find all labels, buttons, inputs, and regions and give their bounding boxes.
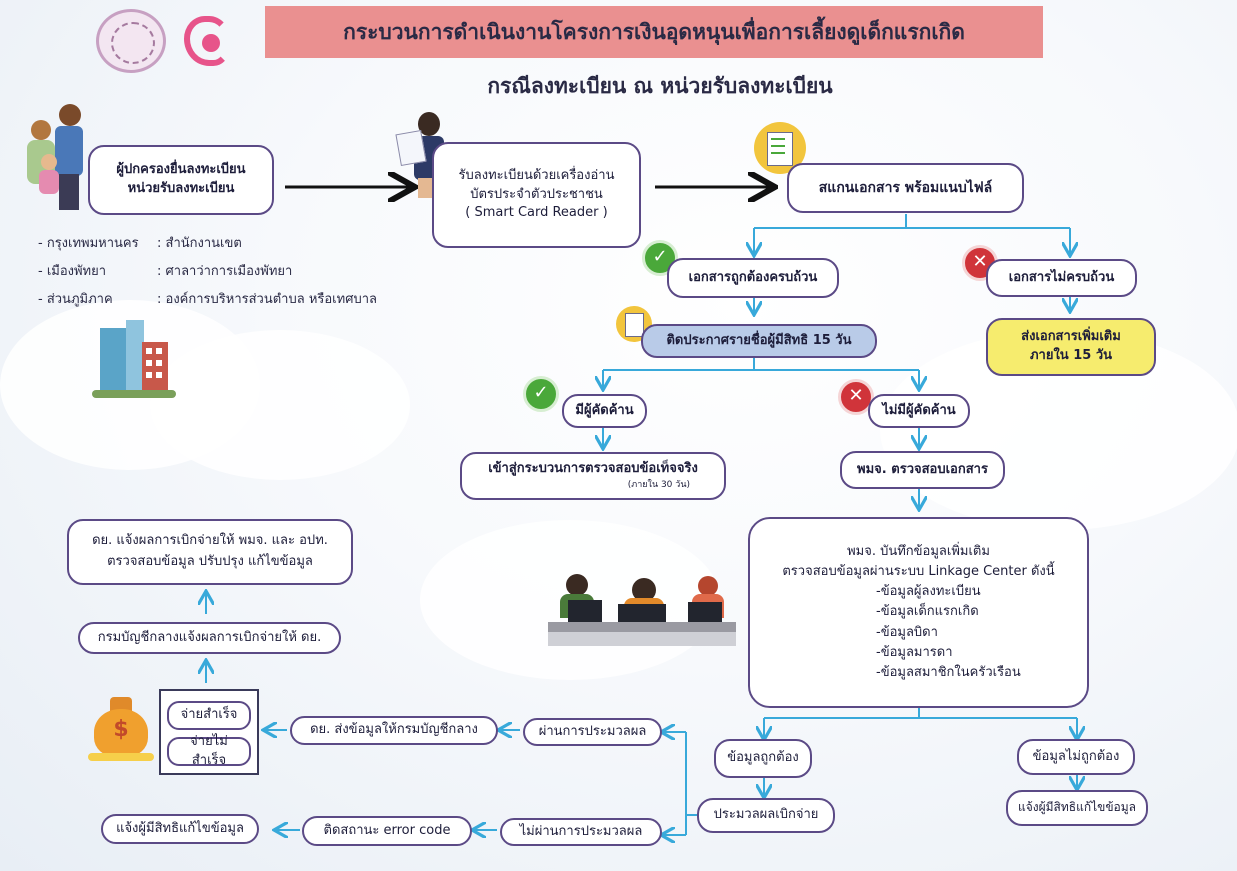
smart-card-reader-line2: บัตรประจำตัวประชาชน bbox=[470, 186, 603, 202]
check-icon: ✓ bbox=[642, 240, 678, 276]
dy-notify-line1: ดย. แจ้งผลการเบิกจ่ายให้ พมจ. และ อปท. bbox=[92, 533, 328, 549]
location-office: : สำนักงานเขต bbox=[157, 236, 242, 251]
documents-incomplete-box bbox=[986, 259, 1137, 297]
office-workers-illustration bbox=[548, 566, 736, 648]
cgd-notify-label: กรมบัญชีกลางแจ้งผลการเบิกจ่ายให้ ดย. bbox=[97, 629, 322, 645]
no-objection-box bbox=[868, 394, 970, 428]
msdhs-check-documents-label: พมจ. ตรวจสอบเอกสาร bbox=[857, 461, 988, 477]
data-correct-box bbox=[714, 739, 812, 778]
record-item-list bbox=[876, 582, 1021, 683]
processing-failed-box bbox=[500, 818, 662, 846]
smart-card-reader-box bbox=[432, 142, 641, 248]
announce-eligible-box bbox=[641, 324, 877, 358]
page-subtitle: กรณีลงทะเบียน ณ หน่วยรับลงทะเบียน bbox=[487, 74, 833, 98]
fact-check-box bbox=[460, 452, 726, 500]
payment-failed-label: จ่ายไม่สำเร็จ bbox=[190, 733, 228, 768]
location-office: : ศาลาว่าการเมืองพัทยา bbox=[157, 264, 293, 279]
payment-failed-box bbox=[167, 733, 251, 768]
location-note bbox=[38, 232, 139, 253]
send-to-cgd-box bbox=[290, 716, 498, 745]
msdhs-check-documents-box bbox=[840, 451, 1005, 489]
fact-check-label: เข้าสู่กระบวนการตรวจสอบข้อเท็จจริง bbox=[488, 461, 698, 477]
send-more-documents-line2: ภายใน 15 วัน bbox=[1029, 348, 1113, 363]
send-more-documents-box bbox=[986, 318, 1156, 376]
location-region: - ส่วนภูมิภาค bbox=[38, 292, 113, 307]
record-title-line1: พมจ. บันทึกข้อมูลเพิ่มเติม bbox=[847, 544, 990, 559]
location-office: : องค์การบริหารส่วนตำบล หรือเทศบาล bbox=[157, 292, 377, 307]
record-item: -ข้อมูลบิดา bbox=[876, 624, 938, 640]
documents-incomplete-label: เอกสารไม่ครบถ้วน bbox=[1008, 269, 1115, 285]
location-note bbox=[157, 260, 292, 281]
cross-icon: ✕ bbox=[962, 245, 998, 281]
linkage-center-record-box bbox=[748, 517, 1089, 708]
send-to-cgd-label: ดย. ส่งข้อมูลให้กรมบัญชีกลาง bbox=[310, 722, 478, 738]
data-incorrect-label: ข้อมูลไม่ถูกต้อง bbox=[1032, 748, 1120, 764]
no-objection-label: ไม่มีผู้คัดค้าน bbox=[882, 402, 956, 418]
fact-check-note: (ภายใน 30 วัน) bbox=[627, 479, 690, 490]
smart-card-reader-line1: รับลงทะเบียนด้วยเครื่องอ่าน bbox=[458, 167, 615, 183]
record-item: -ข้อมูลสมาชิกในครัวเรือน bbox=[876, 664, 1021, 680]
building-illustration bbox=[92, 318, 176, 398]
payment-success-label: จ่ายสำเร็จ bbox=[180, 707, 238, 723]
record-item: -ข้อมูลผู้ลงทะเบียน bbox=[876, 584, 981, 600]
location-region: - เมืองพัทยา bbox=[38, 264, 107, 279]
error-code-label: ติดสถานะ error code bbox=[323, 822, 451, 838]
data-incorrect-box bbox=[1017, 739, 1135, 775]
cross-icon: ✕ bbox=[838, 379, 874, 415]
dy-notify-box bbox=[67, 519, 353, 585]
record-item: -ข้อมูลเด็กแรกเกิด bbox=[876, 604, 979, 620]
scan-documents-label: สแกนเอกสาร พร้อมแนบไฟล์ bbox=[818, 179, 993, 196]
dy-notify-line2: ตรวจสอบข้อมูล ปรับปรุง แก้ไขข้อมูล bbox=[107, 554, 313, 569]
check-icon: ✓ bbox=[523, 376, 559, 412]
documents-complete-label: เอกสารถูกต้องครบถ้วน bbox=[688, 269, 818, 285]
processing-failed-label: ไม่ผ่านการประมวลผล bbox=[519, 823, 643, 839]
processing-passed-box bbox=[523, 718, 662, 746]
has-objection-box bbox=[562, 394, 647, 428]
notify-fix-left-box bbox=[101, 814, 259, 844]
location-note bbox=[38, 288, 113, 309]
location-region: - กรุงเทพมหานคร bbox=[38, 236, 139, 251]
guardian-register-line2: หน่วยรับลงทะเบียน bbox=[127, 181, 235, 196]
location-note bbox=[38, 260, 106, 281]
has-objection-label: มีผู้คัดค้าน bbox=[575, 402, 634, 418]
record-item: -ข้อมูลมารดา bbox=[876, 644, 953, 660]
money-bag-icon: $ bbox=[88, 697, 154, 763]
payment-result-group bbox=[159, 689, 259, 775]
notify-fix-right-label: แจ้งผู้มีสิทธิแก้ไขข้อมูล bbox=[1017, 800, 1137, 815]
family-illustration bbox=[25, 104, 97, 212]
cgd-notify-box bbox=[78, 622, 341, 654]
guardian-register-box bbox=[88, 145, 274, 215]
location-note bbox=[157, 232, 242, 253]
payment-success-box bbox=[167, 701, 251, 730]
page-title-text: กระบวนการดำเนินงานโครงการเงินอุดหนุนเพื่อการเลี้ยงดูเด็กแรกเกิด bbox=[343, 19, 965, 44]
notify-fix-left-label: แจ้งผู้มีสิทธิแก้ไขข้อมูล bbox=[116, 820, 244, 836]
data-correct-label: ข้อมูลถูกต้อง bbox=[727, 750, 799, 766]
notify-fix-right-box bbox=[1006, 790, 1148, 826]
error-code-box bbox=[302, 816, 472, 846]
record-title-line2: ตรวจสอบข้อมูลผ่านระบบ Linkage Center ดังนี้ bbox=[782, 564, 1055, 580]
announce-eligible-label: ติดประกาศรายชื่อผู้มีสิทธิ 15 วัน bbox=[666, 332, 852, 348]
guardian-register-line1: ผู้ปกครองยื่นลงทะเบียน bbox=[116, 162, 246, 178]
scan-documents-box bbox=[787, 163, 1024, 213]
process-payment-box bbox=[697, 798, 835, 833]
location-note bbox=[157, 288, 377, 309]
processing-passed-label: ผ่านการประมวลผล bbox=[538, 723, 647, 739]
documents-complete-box bbox=[667, 258, 839, 298]
smart-card-reader-line3: ( Smart Card Reader ) bbox=[465, 205, 608, 221]
process-payment-label: ประมวลผลเบิกจ่าย bbox=[713, 807, 819, 823]
send-more-documents-line1: ส่งเอกสารเพิ่มเติม bbox=[1021, 329, 1121, 345]
